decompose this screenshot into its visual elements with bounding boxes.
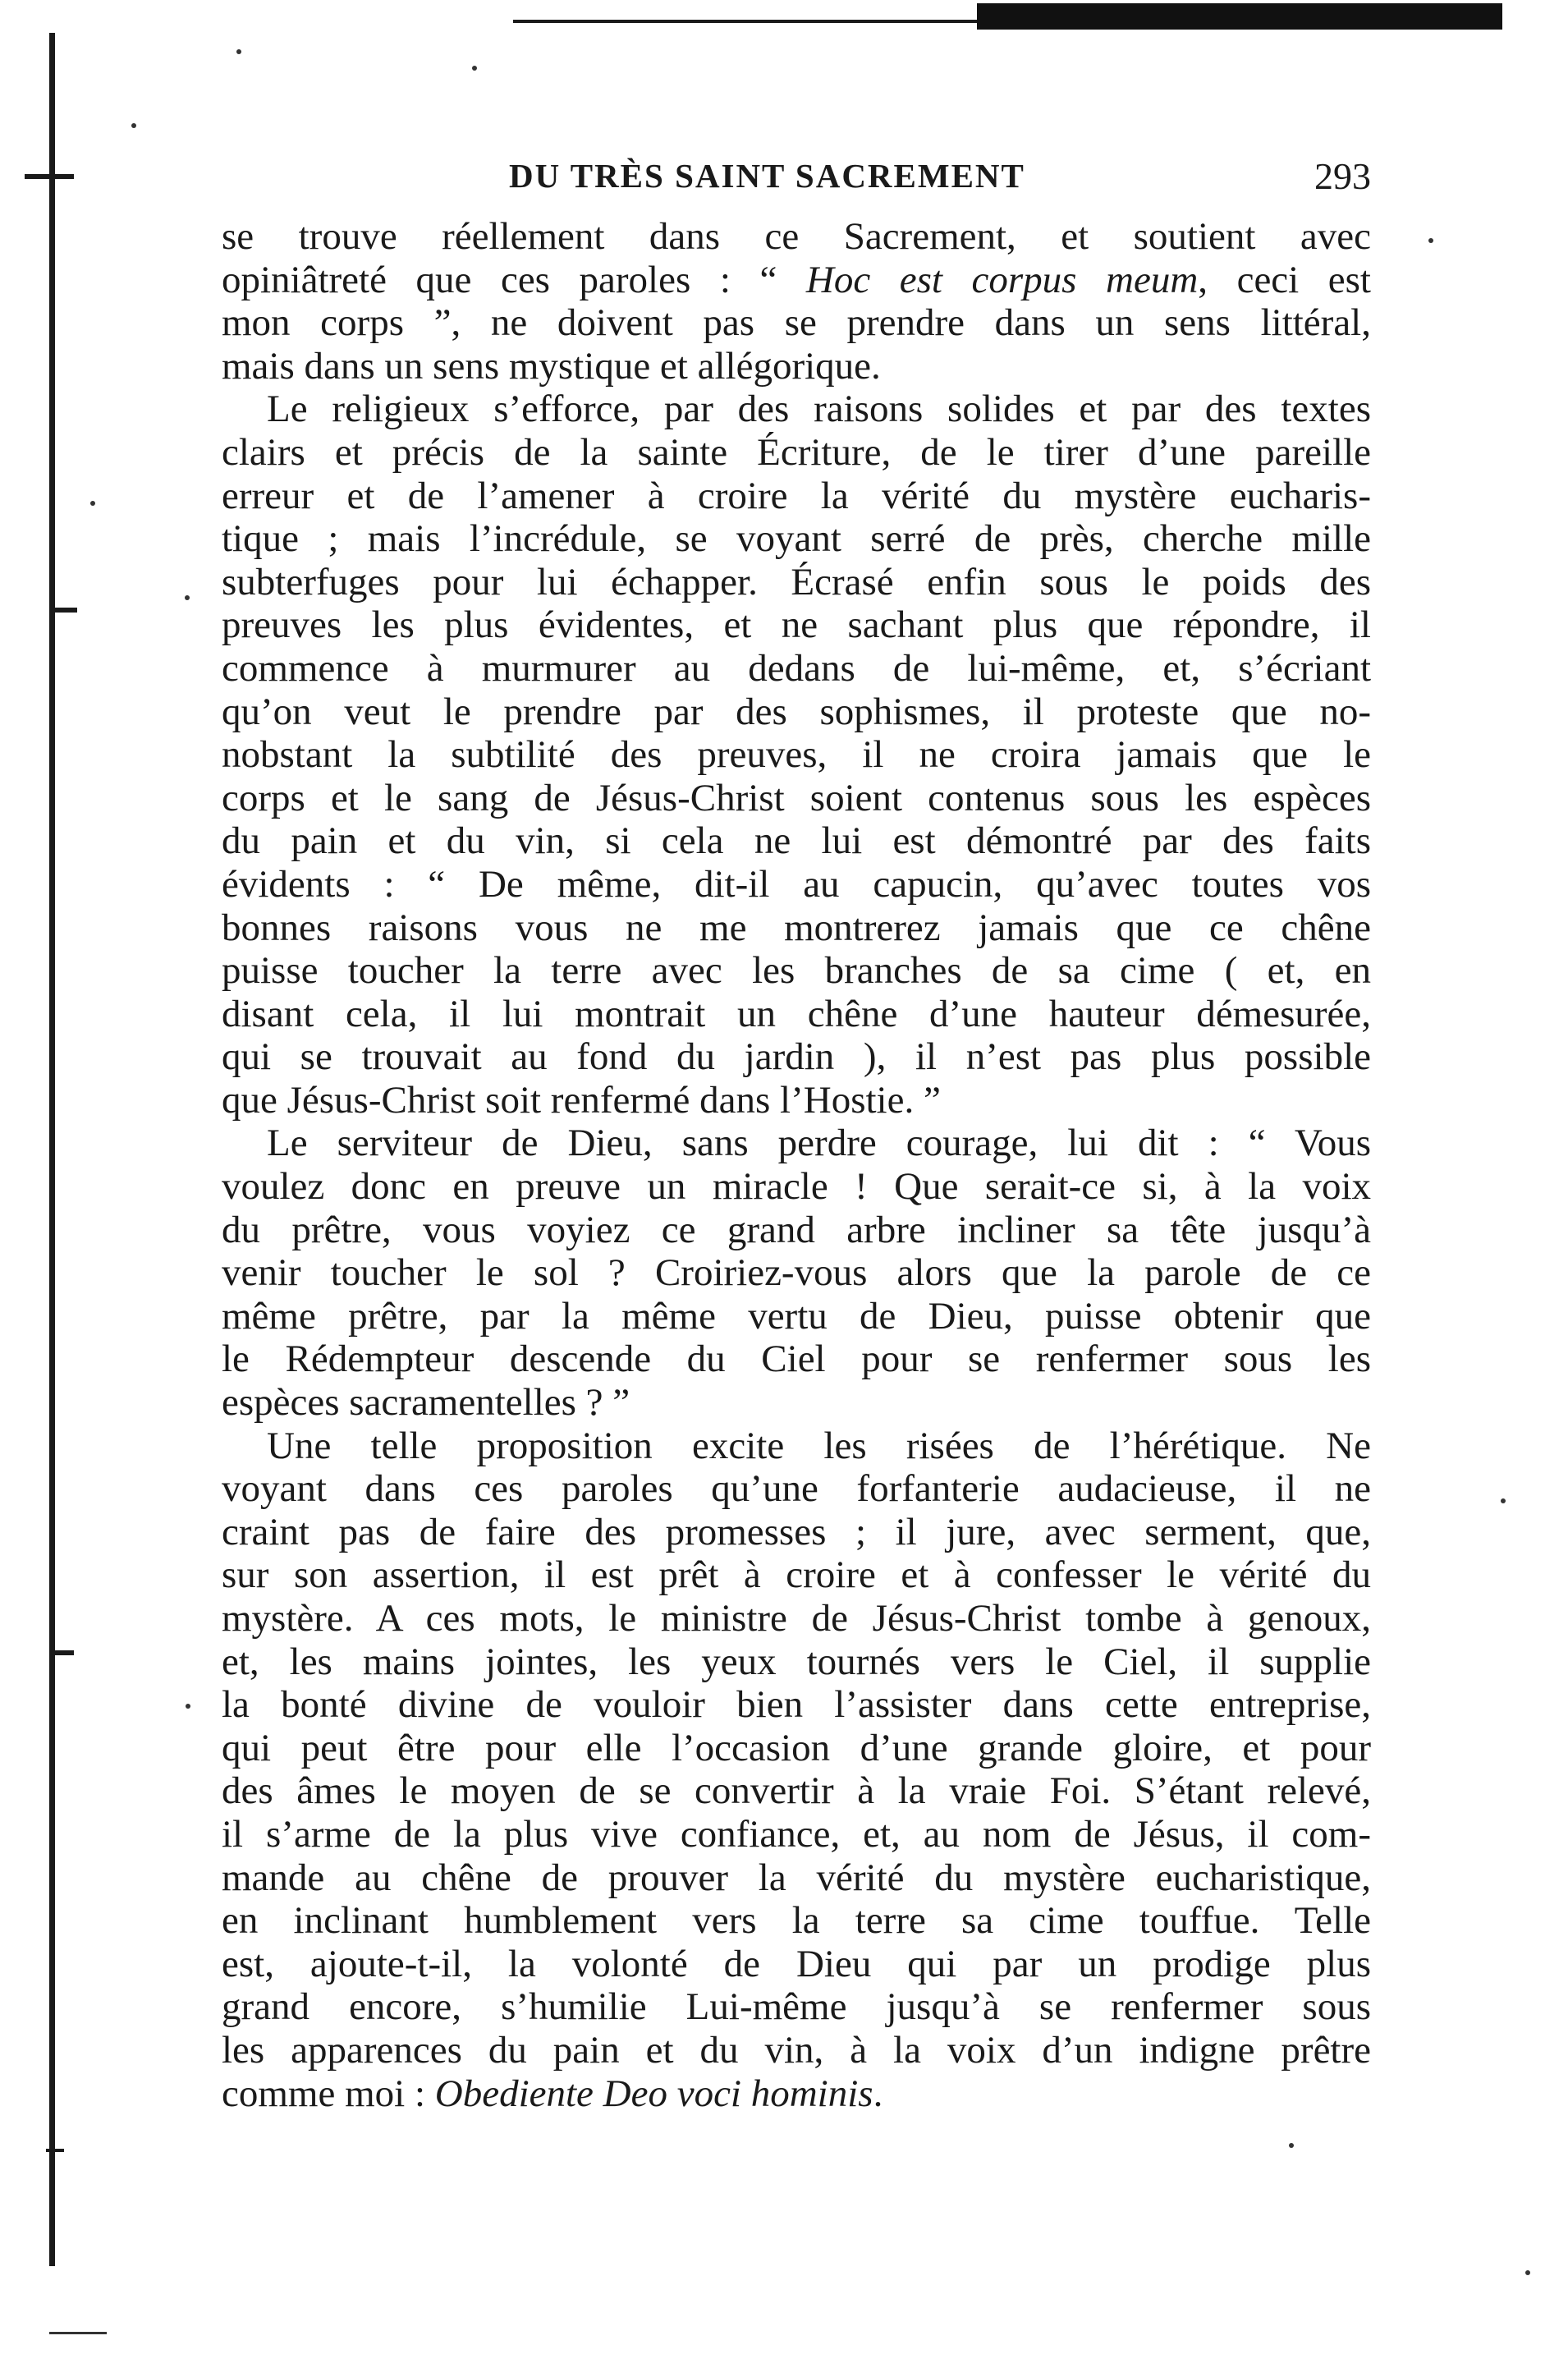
text-line: qui se trouvait au fond du jardin ), il n’est pas plus possible [222, 1035, 1371, 1079]
text-line: nobstant la subtilité des preuves, il ne croira jamais que le [222, 733, 1371, 777]
speck [1525, 2270, 1530, 2275]
text-line: en inclinant humblement vers la terre sa cime touffue. Telle [222, 1899, 1371, 1943]
text-line: subterfuges pour lui échapper. Écrasé enfin sous le poids des [222, 560, 1371, 603]
text-line: les apparences du pain et du vin, à la voix d’un indigne prêtre [222, 2028, 1371, 2072]
running-header [222, 156, 1371, 213]
text-line: tique ; mais l’incrédule, se voyant serré de près, cherche mille [222, 517, 1371, 561]
italic-latin: Hoc est corpus meum [805, 258, 1199, 301]
running-title: DU TRÈS SAINT SACREMENT [509, 157, 1025, 195]
text-line: preuves les plus évidentes, et ne sachant plus que répondre, il [222, 603, 1371, 647]
text-line: craint pas de faire des promesses ; il jure, avec serment, que, [222, 1510, 1371, 1553]
text-line: voyant dans ces paroles qu’une forfanterie audacieuse, il ne [222, 1467, 1371, 1511]
text-line: même prêtre, par la même vertu de Dieu, puisse obtenir que [222, 1294, 1371, 1338]
margin-tick [53, 608, 77, 613]
text-line: comme moi : Obediente Deo voci hominis. [222, 2072, 883, 2115]
speck [186, 1704, 190, 1709]
margin-tick [53, 1650, 74, 1655]
text-line: il s’arme de la plus vive confiance, et, au nom de Jésus, il com- [222, 1812, 1371, 1856]
italic-latin: Obediente Deo voci hominis [434, 2072, 873, 2115]
top-rule-heavy [977, 3, 1502, 30]
text-line: et, les mains jointes, les yeux tournés vers le Ciel, il supplie [222, 1640, 1371, 1683]
text-line: le Rédempteur descende du Ciel pour se renfermer sous les [222, 1338, 1371, 1381]
text-line: puisse toucher la terre avec les branches de sa cime ( et, en [222, 949, 1371, 993]
text-line: clairs et précis de la sainte Écriture, de le tirer d’une pareille [222, 430, 1371, 474]
speck [1501, 1498, 1506, 1503]
text-line: est, ajoute-t-il, la volonté de Dieu qui par un prodige plus [222, 1942, 1371, 1985]
text-line: espèces sacramentelles ? ” [222, 1381, 630, 1425]
text-line: sur son assertion, il est prêt à croire et à confesser le vérité du [222, 1553, 1371, 1597]
text-line: opiniâtreté que ces paroles : “ Hoc est corpus meum, ceci est [222, 258, 1371, 301]
footer-mark [49, 2332, 107, 2334]
text-line: qui peut être pour elle l’occasion d’une grande gloire, et pour [222, 1726, 1371, 1769]
body-text [222, 215, 1371, 2115]
text-line: venir toucher le sol ? Croiriez-vous alors que la parole de ce [222, 1251, 1371, 1295]
text-line: du prêtre, vous voyiez ce grand arbre incliner sa tête jusqu’à [222, 1208, 1371, 1251]
text-line: voulez donc en preuve un miracle ! Que serait-ce si, à la voix [222, 1165, 1371, 1209]
text-line: évidents : “ De même, dit-il au capucin, qu’avec toutes vos [222, 862, 1371, 906]
speck [472, 66, 477, 71]
speck [236, 49, 241, 54]
text-line: mande au chêne de prouver la vérité du mystère eucharistique, [222, 1856, 1371, 1899]
text-line: qu’on veut le prendre par des sophismes, il proteste que no- [222, 690, 1371, 733]
page-number: 293 [1314, 155, 1371, 197]
margin-tick [46, 2149, 64, 2152]
speck [1289, 2143, 1294, 2148]
speck [131, 123, 136, 128]
text-line: grand encore, s’humilie Lui-même jusqu’à se renfermer sous [222, 1985, 1371, 2029]
text-line: disant cela, il lui montrait un chêne d’une hauteur démesurée, [222, 992, 1371, 1035]
speck [185, 595, 190, 600]
text-line: que Jésus-Christ soit renfermé dans l’Hostie. ” [222, 1078, 941, 1122]
text-line: mystère. A ces mots, le ministre de Jésus-Christ tombe à genoux, [222, 1597, 1371, 1640]
text-line: du pain et du vin, si cela ne lui est démontré par des faits [222, 819, 1371, 863]
text-line: bonnes raisons vous ne me montrerez jamais que ce chêne [222, 906, 1371, 949]
text-line: corps et le sang de Jésus-Christ soient contenus sous les espèces [222, 776, 1371, 819]
text-line: erreur et de l’amener à croire la vérité du mystère eucharis- [222, 474, 1371, 517]
text-line: mon corps ”, ne doivent pas se prendre dans un sens littéral, [222, 301, 1371, 345]
text-line: commence à murmurer au dedans de lui-même, et, s’écriant [222, 646, 1371, 690]
text-line: la bonté divine de vouloir bien l’assister dans cette entreprise, [222, 1683, 1371, 1727]
text-line: des âmes le moyen de se convertir à la vraie Foi. S’étant relevé, [222, 1769, 1371, 1813]
text-line: mais dans un sens mystique et allégorique. [222, 344, 881, 388]
text-line: se trouve réellement dans ce Sacrement, et soutient avec [222, 215, 1371, 258]
speck [1428, 238, 1433, 243]
text-line: Une telle proposition excite les risées de l’hérétique. Ne [267, 1424, 1371, 1467]
text-line: Le serviteur de Dieu, sans perdre courage, lui dit : “ Vous [267, 1122, 1371, 1165]
text-line: Le religieux s’efforce, par des raisons solides et par des textes [267, 388, 1371, 431]
margin-tick [25, 174, 74, 179]
speck [90, 501, 95, 506]
binding-edge [49, 33, 55, 2266]
